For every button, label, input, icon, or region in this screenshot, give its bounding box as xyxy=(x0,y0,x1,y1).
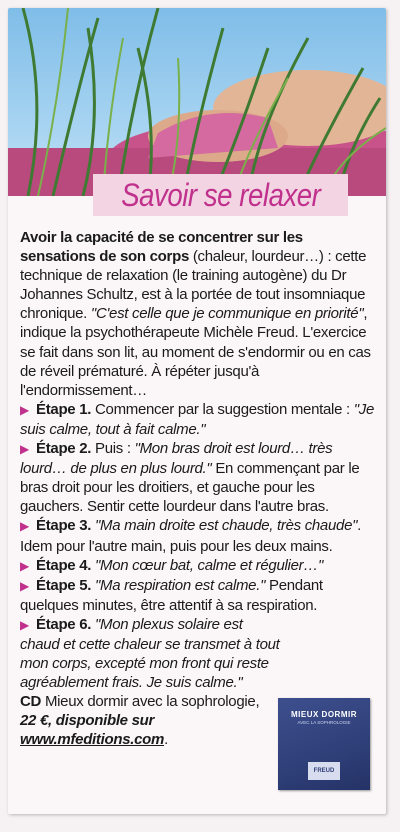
step-quote: "Ma respiration est calme." xyxy=(95,576,266,594)
step-quote: "Ma main droite est chaude, très chaude" xyxy=(95,517,358,535)
step-label: Étape 3. xyxy=(36,517,92,535)
cd-cover-title: MIEUX DORMIR xyxy=(291,710,357,719)
step-label: Étape 5. xyxy=(36,576,92,594)
step-label: Étape 6. xyxy=(36,615,92,633)
cd-cover-image xyxy=(278,698,370,790)
intro-part1: (chaleur, lourdeur…) : cette technique de relaxation (le training autogène) du Dr Johannes Schultz, est à la portée de tout insomniaque chronique. xyxy=(20,248,367,323)
triangle-bullet-icon: ▶ xyxy=(20,578,29,593)
cd-label: CD xyxy=(20,693,42,711)
triangle-bullet-icon: ▶ xyxy=(20,442,29,457)
step-label: Étape 1. xyxy=(36,400,92,418)
title-banner xyxy=(93,174,348,216)
step-2 xyxy=(20,439,380,516)
cd-end: . xyxy=(164,731,168,749)
cd-price: 22 €, disponible sur xyxy=(20,712,155,730)
step-pre: Puis : xyxy=(91,440,135,458)
step-post: . Idem pour l'autre main, puis pour les deux mains. xyxy=(20,517,362,555)
article-body xyxy=(20,228,380,750)
step-label: Étape 2. xyxy=(36,440,92,458)
article-card xyxy=(8,8,386,814)
step-6 xyxy=(20,615,380,692)
triangle-bullet-icon: ▶ xyxy=(20,519,29,534)
step-5 xyxy=(20,576,380,615)
intro-paragraph xyxy=(20,228,380,400)
relaxation-photo xyxy=(8,8,386,196)
step-4 xyxy=(20,556,380,576)
triangle-bullet-icon: ▶ xyxy=(20,402,29,417)
website-link[interactable]: www.mfeditions.com xyxy=(20,731,165,749)
step-post: En commençant par le bras droit pour les droitiers, et gauche pour les gauchers. Sentir cette lourdeur dans l'autre bras. xyxy=(20,460,360,516)
intro-lead: Avoir la capacité de se concentrer sur les sensations de son corps xyxy=(20,229,303,266)
triangle-bullet-icon: ▶ xyxy=(20,558,29,573)
step-quote: "Mon cœur bat, calme et régulier…" xyxy=(95,556,324,574)
intro-quote: "C'est celle que je communique en priorité" xyxy=(90,305,364,323)
intro-part2: , indique la psychothérapeute Michèle Freud. L'exercice se fait dans son lit, au moment de s'endormir ou en cas de réveil prématuré. À répéter jusqu'à l'endormissement… xyxy=(20,305,371,399)
step-quote: "Mon plexus solaire est chaud et cette chaleur se transmet à tout mon corps, excepté mon front qui reste agréablement frais. Je suis calme." xyxy=(20,615,280,692)
cd-cover-subtitle: AVEC LA SOPHROLOGIE xyxy=(297,720,351,725)
step-1 xyxy=(20,400,380,439)
triangle-bullet-icon: ▶ xyxy=(20,617,29,632)
cd-cover-brand: FREUD xyxy=(308,762,340,780)
step-post: Pendant quelques minutes, être attentif à sa respiration. xyxy=(20,576,323,614)
cd-text: Mieux dormir avec la sophrologie, xyxy=(41,693,260,711)
step-label: Étape 4. xyxy=(36,556,92,574)
page-title: Savoir se relaxer xyxy=(120,176,321,213)
step-3 xyxy=(20,516,380,555)
step-pre: Commencer par la suggestion mentale : xyxy=(91,400,354,418)
step-quote: "Mon bras droit est lourd… très lourd… de plus en plus lourd." xyxy=(20,440,333,478)
step-quote: "Je suis calme, tout à fait calme." xyxy=(20,400,375,438)
